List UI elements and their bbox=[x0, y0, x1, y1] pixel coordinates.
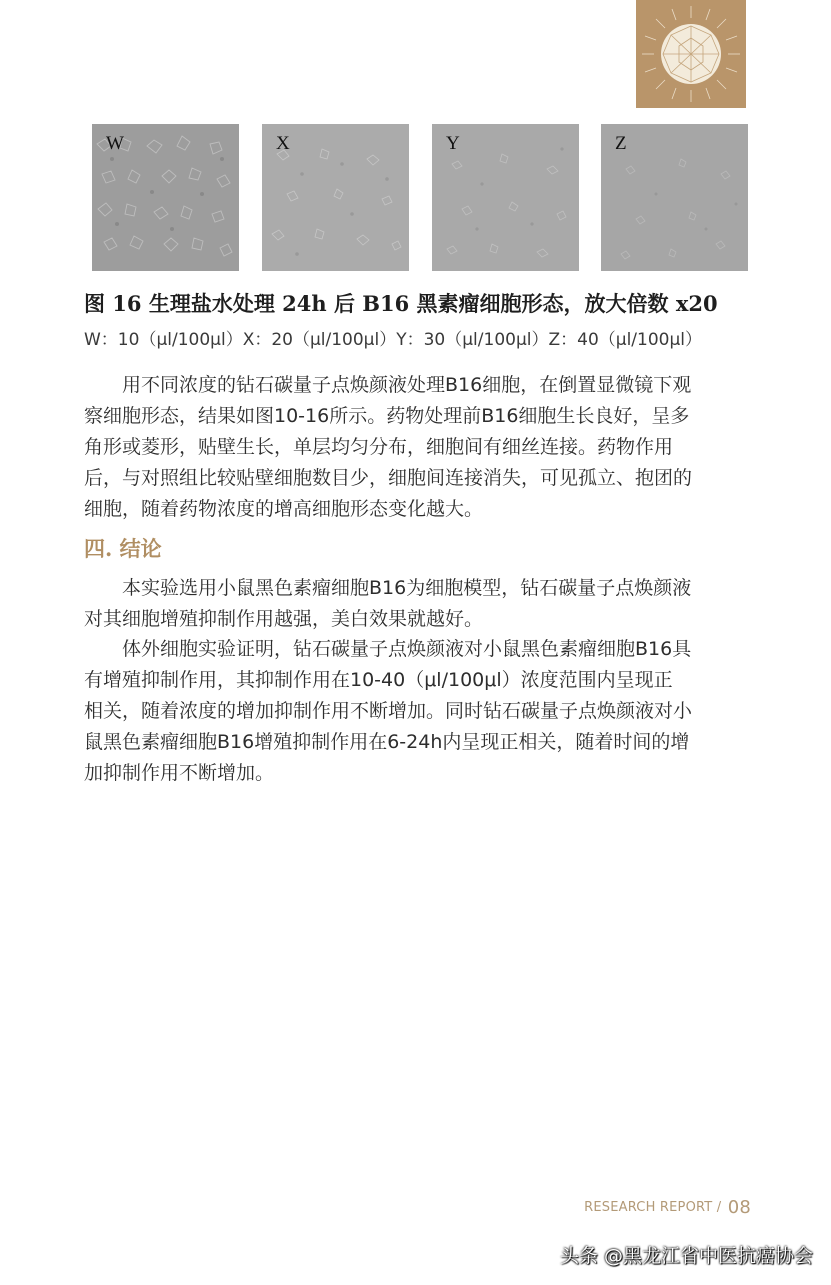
panel-letter: Y bbox=[446, 133, 460, 154]
brand-emblem-logo bbox=[636, 0, 746, 108]
sunburst-globe-icon bbox=[636, 0, 746, 108]
micrograph-panel-z bbox=[601, 124, 748, 271]
text-line: 有增殖抑制作用，其抑制作用在10-40（μl/100μl）浓度范围内呈现正 bbox=[84, 669, 673, 691]
text-line: 加抑制作用不断增加。 bbox=[84, 762, 275, 784]
report-label: RESEARCH REPORT / bbox=[584, 1200, 726, 1215]
text-line: 细胞，随着药物浓度的增高细胞形态变化越大。 bbox=[84, 498, 484, 520]
micrograph-panel-x bbox=[262, 124, 409, 271]
panel-letter: W bbox=[106, 133, 124, 154]
text-line: 察细胞形态，结果如图10-16所示。药物处理前B16细胞生长良好，呈多 bbox=[84, 405, 690, 427]
micrograph-strip bbox=[92, 124, 748, 271]
text-line: 后，与对照组比较贴壁细胞数目少，细胞间连接消失，可见孤立、抱团的 bbox=[84, 467, 693, 489]
text-line: 本实验选用小鼠黑色素瘤细胞B16为细胞模型，钻石碳量子点焕颜液 bbox=[84, 577, 692, 599]
source-watermark: 头条 @黑龙江省中医抗癌协会 bbox=[559, 1245, 813, 1267]
figure-subcaption: W：10（μl/100μl）X：20（μl/100μl）Y：30（μl/100μl）Z：40（μl/100μl） bbox=[84, 330, 703, 350]
section-title: 四. 结论 bbox=[84, 536, 162, 561]
panel-letter: X bbox=[276, 133, 290, 154]
page-number: 08 bbox=[727, 1197, 751, 1218]
text-line: 体外细胞实验证明，钻石碳量子点焕颜液对小鼠黑色素瘤细胞B16具 bbox=[84, 638, 692, 660]
text-line: 用不同浓度的钻石碳量子点焕颜液处理B16细胞，在倒置显微镜下观 bbox=[84, 374, 692, 396]
micrograph-panel-w bbox=[92, 124, 239, 271]
body-paragraph bbox=[84, 634, 752, 789]
micrograph-panel-y bbox=[432, 124, 579, 271]
text-line: 相关，随着浓度的增加抑制作用不断增加。同时钻石碳量子点焕颜液对小 bbox=[84, 700, 693, 722]
text-line: 对其细胞增殖抑制作用越强，美白效果就越好。 bbox=[84, 608, 484, 630]
body-paragraph bbox=[84, 370, 752, 525]
figure-caption: 图 16 生理盐水处理 24h 后 B16 黑素瘤细胞形态，放大倍数 x20 bbox=[84, 291, 718, 316]
body-paragraph bbox=[84, 573, 752, 635]
text-line: 鼠黑色素瘤细胞B16增殖抑制作用在6-24h内呈现正相关，随着时间的增 bbox=[84, 731, 690, 753]
research-report-footer bbox=[584, 1198, 751, 1218]
text-line: 角形或菱形，贴壁生长，单层均匀分布，细胞间有细丝连接。药物作用 bbox=[84, 436, 674, 458]
panel-letter: Z bbox=[615, 133, 627, 154]
